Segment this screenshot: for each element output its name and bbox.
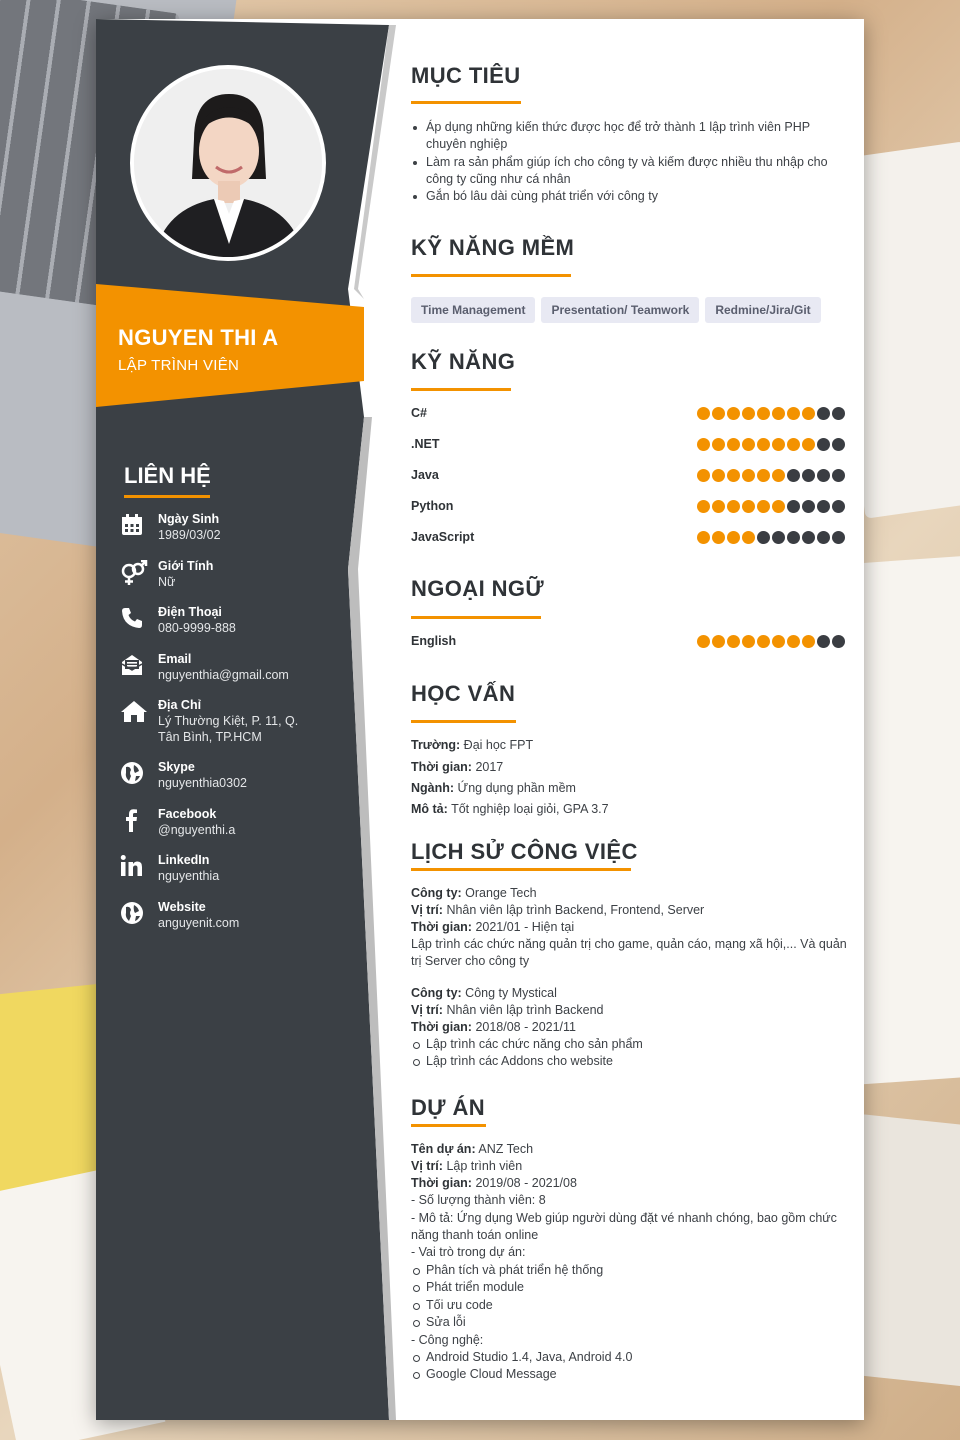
rating-dot-filled [787, 635, 800, 648]
rating-dot-empty [787, 531, 800, 544]
rating-dot-filled [727, 500, 740, 513]
rating-dot-filled [787, 407, 800, 420]
contact-label: LinkedIn [158, 853, 210, 867]
rating-dot-filled [697, 500, 710, 513]
skill-rating [697, 438, 845, 451]
contact-item-facebook [120, 806, 320, 853]
skill-rating [697, 407, 845, 420]
rating-dot-empty [832, 531, 845, 544]
rating-dot-empty [817, 438, 830, 451]
gender-icon [120, 560, 150, 586]
facebook-icon [120, 808, 150, 834]
education-value: Ứng dụng phần mềm [457, 781, 576, 795]
list-item: Lập trình các Addons cho website [411, 1053, 847, 1070]
education-value: Đại học FPT [463, 738, 534, 752]
contact-label: Điện Thoại [158, 605, 222, 619]
skill-row [411, 406, 845, 420]
rating-dot-filled [727, 531, 740, 544]
job-key: Vị trí: [411, 1003, 443, 1017]
contact-value: 080-9999-888 [158, 621, 236, 635]
project-roles-label: - Vai trò trong dự án: [411, 1245, 526, 1259]
contact-label: Địa Chỉ [158, 698, 202, 712]
rating-dot-filled [772, 407, 785, 420]
education-key: Mô tả: [411, 802, 448, 816]
skill-row [411, 468, 845, 482]
contact-item-birthday [120, 511, 320, 558]
job-value: Orange Tech [465, 886, 537, 900]
job-key: Thời gian: [411, 1020, 472, 1034]
project-key: Tên dự án: [411, 1142, 476, 1156]
rating-dot-filled [802, 438, 815, 451]
rating-dot-filled [742, 500, 755, 513]
job-time [411, 1019, 576, 1036]
languages-underline [411, 616, 541, 619]
rating-dot-filled [697, 531, 710, 544]
rating-dot-empty [802, 469, 815, 482]
rating-dot-filled [742, 407, 755, 420]
rating-dot-filled [772, 635, 785, 648]
globe-icon [120, 901, 150, 927]
education-value: Tốt nghiệp loại giỏi, GPA 3.7 [451, 802, 609, 816]
rating-dot-empty [817, 500, 830, 513]
rating-dot-filled [742, 531, 755, 544]
contact-label: Website [158, 899, 206, 914]
rating-dot-filled [712, 438, 725, 451]
list-item: Lập trình các chức năng cho sản phẩm [411, 1036, 847, 1053]
rating-dot-filled [802, 407, 815, 420]
rating-dot-filled [697, 438, 710, 451]
skill-rating [697, 531, 845, 544]
contact-value: Lý Thường Kiệt, P. 11, Q. Tân Bình, TP.HCM [158, 714, 299, 744]
rating-dot-empty [832, 500, 845, 513]
rating-dot-filled [727, 469, 740, 482]
rating-dot-filled [727, 407, 740, 420]
skill-rating [697, 469, 845, 482]
education-row [411, 780, 576, 797]
job-company [411, 885, 537, 902]
rating-dot-empty [817, 635, 830, 648]
rating-dot-filled [757, 635, 770, 648]
soft-skills-underline [411, 274, 571, 277]
contact-value: anguyenit.com [158, 915, 240, 930]
contact-item-email [120, 651, 320, 698]
job-key: Thời gian: [411, 920, 472, 934]
project-description: - Mô tả: Ứng dụng Web giúp người dùng đặt vé nhanh chóng, bao gồm chức năng thanh toán online [411, 1211, 837, 1243]
project-position [411, 1158, 522, 1175]
skill-tag: Redmine/Jira/Git [705, 297, 820, 323]
language-name: English [411, 634, 457, 648]
email-icon [120, 653, 150, 679]
contact-label: Ngày Sinh [158, 512, 220, 526]
job-position [411, 1002, 603, 1019]
job-company [411, 985, 557, 1002]
rating-dot-filled [772, 469, 785, 482]
contact-label: Giới Tính [158, 558, 214, 573]
languages-heading: NGOẠI NGỮ [411, 576, 545, 601]
contact-label: Facebook [158, 806, 217, 821]
rating-dot-filled [772, 500, 785, 513]
rating-dot-filled [802, 635, 815, 648]
rating-dot-empty [787, 500, 800, 513]
contact-label: Email [158, 651, 192, 666]
rating-dot-filled [757, 407, 770, 420]
list-item: Phân tích và phát triển hệ thống [411, 1262, 847, 1279]
skill-rating [697, 500, 845, 513]
project-roles-list [411, 1262, 847, 1331]
contact-item-skype [120, 759, 320, 806]
rating-dot-filled [787, 438, 800, 451]
rating-dot-filled [742, 635, 755, 648]
rating-dot-empty [802, 531, 815, 544]
education-key: Trường: [411, 738, 461, 752]
rating-dot-filled [757, 500, 770, 513]
contact-label: Skype [158, 760, 195, 774]
job-value: Nhân viên lập trình Backend, Frontend, Server [446, 903, 705, 917]
job-key: Công ty: [411, 886, 462, 900]
rating-dot-filled [697, 635, 710, 648]
list-item: Phát triển module [411, 1279, 847, 1296]
linkedin-icon [120, 854, 150, 880]
project-time [411, 1175, 577, 1192]
job-value: 2021/01 - Hiện tại [475, 920, 575, 934]
profile-role: LẬP TRÌNH VIÊN [118, 357, 240, 374]
contact-item-gender [120, 558, 320, 605]
soft-skills-heading: KỸ NĂNG MỀM [411, 235, 575, 260]
contact-heading-underline [124, 495, 210, 498]
contact-value: nguyenthia [158, 869, 220, 883]
projects-underline [411, 1124, 486, 1127]
project-value: ANZ Tech [478, 1142, 534, 1156]
contact-value: Nữ [158, 574, 176, 589]
job-value: 2018/08 - 2021/11 [475, 1020, 577, 1034]
skill-row [411, 437, 845, 451]
education-underline [411, 720, 516, 723]
rating-dot-filled [712, 500, 725, 513]
project-key: Vị trí: [411, 1159, 443, 1173]
language-rating [697, 635, 845, 648]
job-key: Vị trí: [411, 903, 443, 917]
contact-value: 1989/03/02 [158, 528, 221, 542]
skill-tag: Time Management [411, 297, 535, 323]
rating-dot-empty [832, 469, 845, 482]
rating-dot-filled [712, 635, 725, 648]
skill-name: Java [411, 468, 439, 482]
project-value: 2019/08 - 2021/08 [475, 1176, 577, 1190]
job-value: Công ty Mystical [465, 986, 557, 1000]
soft-skills-tags [411, 297, 821, 323]
list-item: Sửa lỗi [411, 1314, 847, 1331]
job-description: Lập trình các chức năng quản trị cho game, quản cáo, mạng xã hội,... Và quản trị Server cho công ty [411, 937, 847, 969]
rating-dot-empty [757, 531, 770, 544]
rating-dot-filled [712, 531, 725, 544]
skill-name: Python [411, 499, 454, 513]
projects-heading: DỰ ÁN [411, 1095, 486, 1120]
education-row [411, 759, 503, 776]
skills-underline [411, 388, 511, 391]
language-row [411, 634, 845, 648]
list-item: Tối ưu code [411, 1297, 847, 1314]
rating-dot-filled [772, 438, 785, 451]
education-value: 2017 [475, 760, 504, 774]
home-icon [120, 699, 150, 725]
contact-item-address [120, 697, 320, 759]
rating-dot-empty [817, 407, 830, 420]
rating-dot-empty [817, 469, 830, 482]
phone-icon [120, 606, 150, 632]
list-item: Làm ra sản phẩm giúp ích cho công ty và kiếm được nhiều thu nhập cho công ty cũng như cá nhân [411, 154, 847, 189]
skill-name: JavaScript [411, 530, 475, 544]
rating-dot-filled [697, 407, 710, 420]
rating-dot-filled [712, 469, 725, 482]
rating-dot-filled [757, 469, 770, 482]
rating-dot-empty [817, 531, 830, 544]
resume-sheet [96, 19, 864, 1420]
contact-list [120, 511, 320, 945]
skill-row [411, 530, 845, 544]
list-item: Google Cloud Message [411, 1366, 847, 1383]
rating-dot-empty [832, 635, 845, 648]
contact-item-website [120, 899, 320, 946]
rating-dot-filled [727, 438, 740, 451]
contact-value: nguyenthia@gmail.com [158, 667, 289, 682]
education-row [411, 737, 533, 754]
rating-dot-filled [697, 469, 710, 482]
project-tech-list [411, 1349, 847, 1384]
job-value: Nhân viên lập trình Backend [446, 1003, 604, 1017]
rating-dot-empty [832, 438, 845, 451]
contact-heading: LIÊN HỆ [124, 463, 211, 488]
rating-dot-filled [757, 438, 770, 451]
list-item: Gắn bó lâu dài cùng phát triển với công ty [411, 188, 847, 205]
contact-item-linkedin [120, 852, 320, 899]
work-history-underline [411, 868, 631, 871]
list-item: Áp dụng những kiến thức được học để trở thành 1 lập trình viên PHP chuyên nghiệp [411, 119, 847, 154]
job-position [411, 902, 704, 919]
education-key: Ngành: [411, 781, 455, 795]
objective-underline [411, 101, 521, 104]
calendar-icon [120, 513, 150, 539]
work-history-heading: LỊCH SỬ CÔNG VIỆC [411, 839, 638, 864]
objective-heading: MỤC TIÊU [411, 63, 521, 88]
job-key: Công ty: [411, 986, 462, 1000]
profile-name: NGUYEN THI A [118, 325, 279, 350]
contact-item-phone [120, 604, 320, 651]
globe-icon [120, 761, 150, 787]
rating-dot-empty [787, 469, 800, 482]
education-row [411, 801, 609, 818]
rating-dot-empty [832, 407, 845, 420]
project-members: - Số lượng thành viên: 8 [411, 1193, 546, 1207]
rating-dot-filled [712, 407, 725, 420]
job-task-list [411, 1036, 847, 1071]
job-time [411, 919, 574, 936]
skills-heading: KỸ NĂNG [411, 349, 516, 374]
profile-photo [130, 65, 326, 261]
contact-value: @nguyenthi.a [158, 822, 236, 837]
education-heading: HỌC VẤN [411, 681, 516, 706]
contact-value: nguyenthia0302 [158, 776, 247, 790]
project-name [411, 1141, 533, 1158]
person-portrait-icon [134, 69, 322, 257]
rating-dot-filled [727, 635, 740, 648]
project-tech-label: - Công nghệ: [411, 1333, 484, 1347]
skill-row [411, 499, 845, 513]
project-value: Lập trình viên [446, 1159, 523, 1173]
rating-dot-empty [772, 531, 785, 544]
objective-list [411, 119, 847, 205]
skill-name: .NET [411, 437, 440, 451]
rating-dot-filled [742, 469, 755, 482]
list-item: Android Studio 1.4, Java, Android 4.0 [411, 1349, 847, 1366]
education-key: Thời gian: [411, 760, 472, 774]
skill-name: C# [411, 406, 427, 420]
rating-dot-empty [802, 500, 815, 513]
rating-dot-filled [742, 438, 755, 451]
skill-tag: Presentation/ Teamwork [541, 297, 699, 323]
project-key: Thời gian: [411, 1176, 472, 1190]
